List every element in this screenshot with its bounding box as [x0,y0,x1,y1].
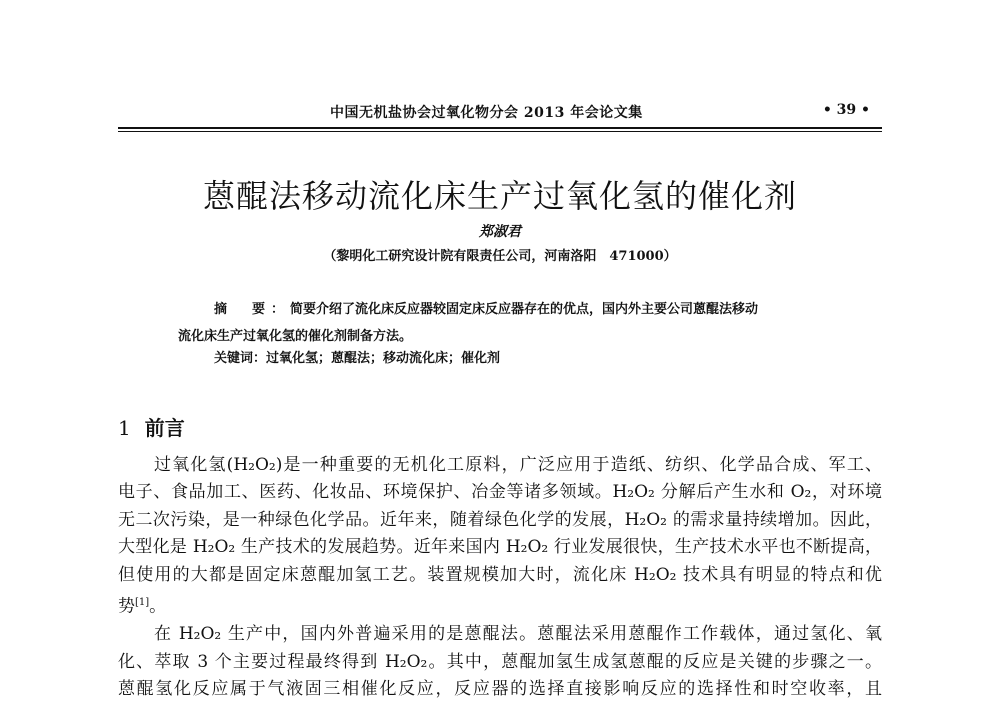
header-rule-thick [118,127,882,129]
section-title: 前言 [144,416,185,440]
abstract-line-2: 流化床生产过氧化氢的催化剂制备方法。 [178,329,413,344]
abstract [178,296,838,350]
paragraph-line: 电子、食品加工、医药、化妆品、环境保护、冶金等诸多领域。H₂O₂ 分解后产生水和 O₂，对环境 [118,482,882,503]
body-text [118,452,882,703]
paragraph-line: 无二次污染，是一种绿色化学品。近年来，随着绿色化学的发展，H₂O₂ 的需求量持续增加。因此， [118,509,882,530]
citation-ref[interactable]: [1] [135,597,150,609]
running-header [120,100,880,124]
article-title: 蒽醌法移动流化床生产过氧化氢的催化剂 [202,177,797,215]
paragraph-line: 蒽醌氢化反应属于气液固三相催化反应，反应器的选择直接影响反应的选择性和时空收率，且 [118,678,882,699]
paragraph-line: 大型化是 H₂O₂ 生产技术的发展趋势。近年来国内 H₂O₂ 行业发展很快，生产技术水平也不断提高， [118,537,882,558]
paragraph-line: 但使用的大都是固定床蒽醌加氢工艺。装置规模加大时，流化床 H₂O₂ 技术具有明显的特点和优 [118,564,882,585]
paragraph-line: 化、萃取 3 个主要过程最终得到 H₂O₂。其中，蒽醌加氢生成氢蒽醌的反应是关键的步骤之一。 [118,651,882,672]
keywords-label: 关键词： [214,351,267,366]
paragraph-line-end: 势[1]。 [118,596,167,617]
paragraph-line: 过氧化氢(H₂O₂)是一种重要的无机化工原料，广泛应用于造纸、纺织、化学品合成、军工、 [154,455,882,475]
keywords [214,347,500,366]
header-rule-thin [118,131,882,132]
abstract-label: 摘 要： [214,302,291,317]
affiliation: （黎明化工研究设计院有限责任公司，河南洛阳 471000） [323,249,677,264]
paragraph-line: 在 H₂O₂ 生产中，国内外普遍采用的是蒽醌法。蒽醌法采用蒽醌作工作载体，通过氢化、氧 [154,624,882,645]
section-number: 1 [118,416,131,440]
journal-title: 中国无机盐协会过氧化物分会 2013 年会论文集 [330,105,643,121]
keywords-text: 过氧化氢；蒽醌法；移动流化床；催化剂 [266,351,501,366]
abstract-line-1: 摘 要：简要介绍了流化床反应器较固定床反应器存在的优点，国内外主要公司蒽醌法移动 [214,302,759,317]
page-number: • 39 • [822,102,870,118]
section-heading [118,412,185,441]
author: 郑淑君 [479,224,521,240]
